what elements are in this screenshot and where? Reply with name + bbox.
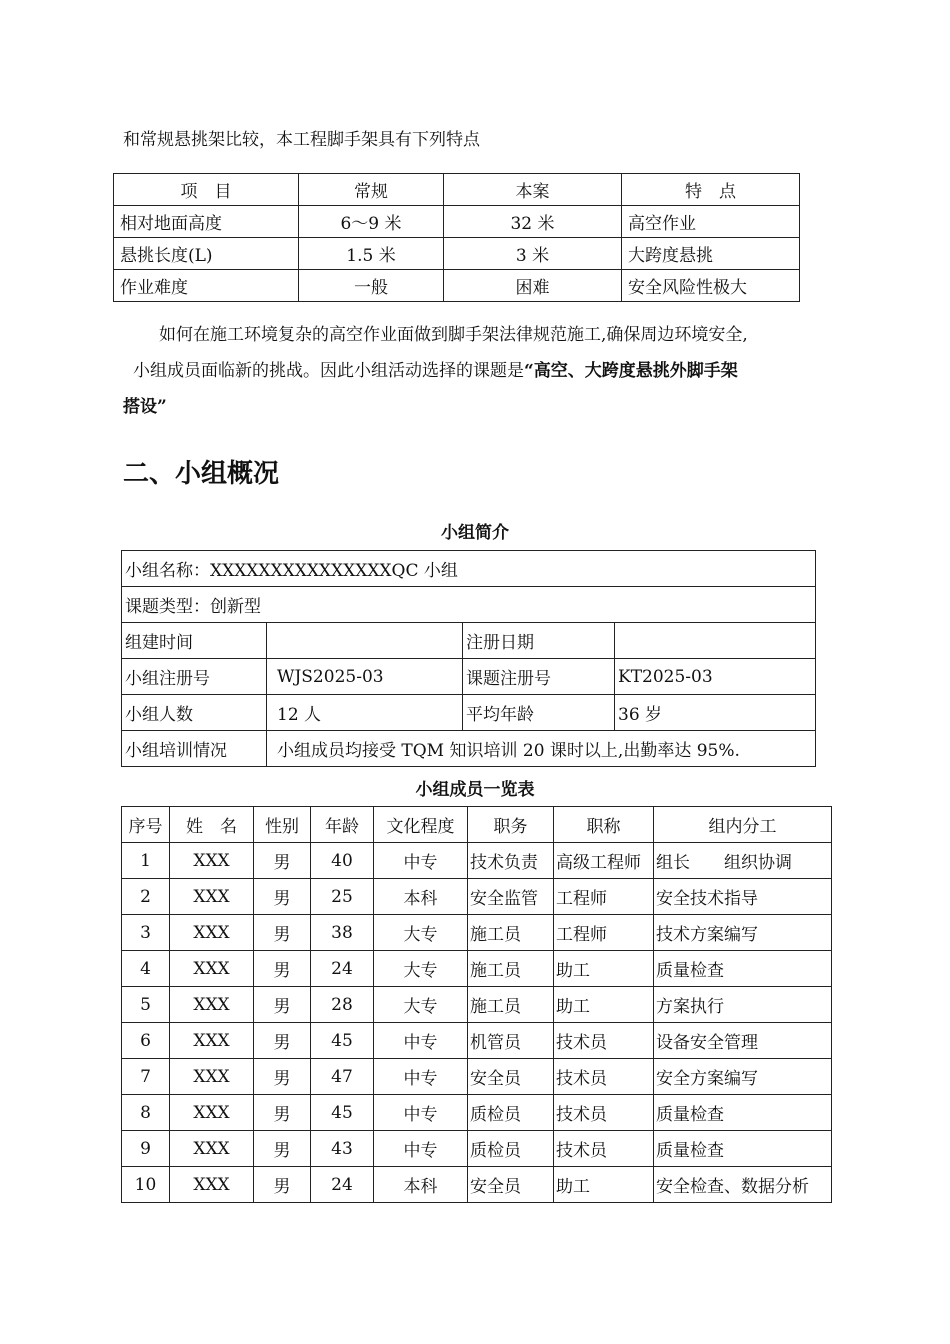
member-cell: 8 <box>122 1095 170 1131</box>
member-cell: 男 <box>254 1167 311 1203</box>
members-header: 姓 名 <box>170 807 254 843</box>
members-age-row <box>122 695 816 731</box>
topic-title-part-1: “高空、大跨度悬挑外脚手架 <box>524 361 738 381</box>
member-cell: 男 <box>254 879 311 915</box>
comparison-row <box>114 238 800 270</box>
member-cell: 本科 <box>374 1167 468 1203</box>
paragraph-line-1: 如何在施工环境复杂的高空作业面做到脚手架法律规范施工,确保周边环境安全, <box>159 325 748 345</box>
member-cell: 男 <box>254 1131 311 1167</box>
member-cell: 28 <box>311 987 374 1023</box>
member-cell: 中专 <box>374 1059 468 1095</box>
members-table-title: 小组成员一览表 <box>415 780 535 800</box>
members-value: 12 人 <box>267 695 463 731</box>
group-reg-label: 小组注册号 <box>122 659 267 695</box>
table-row <box>122 1023 832 1059</box>
group-name-row <box>122 551 816 587</box>
paragraph-line-2 <box>123 353 833 389</box>
member-cell: 中专 <box>374 1131 468 1167</box>
member-cell: 大专 <box>374 987 468 1023</box>
member-cell: XXX <box>170 1167 254 1203</box>
comparison-header: 常规 <box>299 174 444 206</box>
members-header: 职务 <box>468 807 554 843</box>
member-cell: 24 <box>311 1167 374 1203</box>
member-cell: 47 <box>311 1059 374 1095</box>
member-cell: 助工 <box>554 1167 654 1203</box>
comparison-table <box>113 173 800 302</box>
comparison-cell: 1.5 米 <box>299 238 444 270</box>
member-cell: 助工 <box>554 987 654 1023</box>
member-cell: XXX <box>170 843 254 879</box>
topic-reg-value: KT2025-03 <box>615 659 816 695</box>
member-cell: 安全技术指导 <box>654 879 832 915</box>
member-cell: 安全员 <box>468 1167 554 1203</box>
member-cell: 质量检查 <box>654 1131 832 1167</box>
member-cell: 6 <box>122 1023 170 1059</box>
member-cell: 质量检查 <box>654 951 832 987</box>
member-cell: 1 <box>122 843 170 879</box>
table-row <box>122 915 832 951</box>
members-label: 小组人数 <box>122 695 267 731</box>
members-table <box>121 806 832 1203</box>
member-cell: 中专 <box>374 1095 468 1131</box>
founded-label: 组建时间 <box>122 623 267 659</box>
members-header: 文化程度 <box>374 807 468 843</box>
avg-age-label: 平均年龄 <box>463 695 615 731</box>
member-cell: 助工 <box>554 951 654 987</box>
training-value: 小组成员均接受 TQM 知识培训 20 课时以上,出勤率达 95%. <box>267 731 816 767</box>
comparison-cell: 一般 <box>299 270 444 302</box>
comparison-cell: 悬挑长度(L) <box>114 238 299 270</box>
member-cell: 工程师 <box>554 879 654 915</box>
comparison-cell: 相对地面高度 <box>114 206 299 238</box>
members-header: 组内分工 <box>654 807 832 843</box>
member-cell: 施工员 <box>468 915 554 951</box>
table-row <box>122 1167 832 1203</box>
members-header: 职称 <box>554 807 654 843</box>
comparison-header: 本案 <box>444 174 622 206</box>
comparison-header-row <box>114 174 800 206</box>
member-cell: 工程师 <box>554 915 654 951</box>
section-heading: 二、小组概况 <box>123 459 280 489</box>
member-cell: 中专 <box>374 1023 468 1059</box>
intro-line: 和常规悬挑架比较，本工程脚手架具有下列特点 <box>123 130 480 150</box>
founded-value <box>267 623 463 659</box>
member-cell: 38 <box>311 915 374 951</box>
member-cell: 2 <box>122 879 170 915</box>
member-cell: 机管员 <box>468 1023 554 1059</box>
training-row <box>122 731 816 767</box>
member-cell: 高级工程师 <box>554 843 654 879</box>
member-cell: 技术员 <box>554 1023 654 1059</box>
comparison-row <box>114 270 800 302</box>
table-row <box>122 987 832 1023</box>
member-cell: XXX <box>170 879 254 915</box>
member-cell: 本科 <box>374 879 468 915</box>
table-row <box>122 1131 832 1167</box>
member-cell: 男 <box>254 1023 311 1059</box>
member-cell: 男 <box>254 915 311 951</box>
member-cell: XXX <box>170 1023 254 1059</box>
member-cell: 5 <box>122 987 170 1023</box>
reg-date-value <box>615 623 816 659</box>
topic-reg-label: 课题注册号 <box>463 659 615 695</box>
member-cell: 10 <box>122 1167 170 1203</box>
members-header-row <box>122 807 832 843</box>
comparison-header: 项 目 <box>114 174 299 206</box>
table-row <box>122 843 832 879</box>
topic-type-row <box>122 587 816 623</box>
member-cell: 技术负责 <box>468 843 554 879</box>
members-header: 年龄 <box>311 807 374 843</box>
member-cell: 质量检查 <box>654 1095 832 1131</box>
member-cell: 安全员 <box>468 1059 554 1095</box>
members-table-body <box>122 807 832 1203</box>
member-cell: 技术员 <box>554 1059 654 1095</box>
member-cell: 男 <box>254 1059 311 1095</box>
group-reg-value: WJS2025-03 <box>267 659 463 695</box>
member-cell: 大专 <box>374 915 468 951</box>
member-cell: 技术员 <box>554 1131 654 1167</box>
founded-row <box>122 623 816 659</box>
member-cell: XXX <box>170 1059 254 1095</box>
members-header: 序号 <box>122 807 170 843</box>
member-cell: 安全监管 <box>468 879 554 915</box>
member-cell: 3 <box>122 915 170 951</box>
comparison-header: 特 点 <box>622 174 800 206</box>
paragraph-line-2-prefix: 小组成员面临新的挑战。因此小组活动选择的课题是 <box>133 361 524 381</box>
member-cell: 男 <box>254 843 311 879</box>
member-cell: 技术方案编写 <box>654 915 832 951</box>
registration-row <box>122 659 816 695</box>
member-cell: 施工员 <box>468 987 554 1023</box>
member-cell: 男 <box>254 987 311 1023</box>
member-cell: XXX <box>170 1131 254 1167</box>
training-label: 小组培训情况 <box>122 731 267 767</box>
topic-paragraph <box>123 317 833 425</box>
member-cell: 设备安全管理 <box>654 1023 832 1059</box>
member-cell: 男 <box>254 951 311 987</box>
member-cell: 组长 组织协调 <box>654 843 832 879</box>
topic-type: 课题类型：创新型 <box>122 587 816 623</box>
table-row <box>122 1059 832 1095</box>
member-cell: 24 <box>311 951 374 987</box>
group-intro-table <box>121 550 816 767</box>
topic-title-part-2: 搭设” <box>123 397 167 417</box>
member-cell: 方案执行 <box>654 987 832 1023</box>
member-cell: 40 <box>311 843 374 879</box>
member-cell: 4 <box>122 951 170 987</box>
member-cell: 质检员 <box>468 1095 554 1131</box>
member-cell: 7 <box>122 1059 170 1095</box>
member-cell: 中专 <box>374 843 468 879</box>
avg-age-value: 36 岁 <box>615 695 816 731</box>
member-cell: XXX <box>170 987 254 1023</box>
member-cell: 施工员 <box>468 951 554 987</box>
table-row <box>122 1095 832 1131</box>
comparison-cell: 3 米 <box>444 238 622 270</box>
member-cell: XXX <box>170 951 254 987</box>
member-cell: 43 <box>311 1131 374 1167</box>
member-cell: 45 <box>311 1095 374 1131</box>
member-cell: 25 <box>311 879 374 915</box>
comparison-cell: 6～9 米 <box>299 206 444 238</box>
comparison-cell: 大跨度悬挑 <box>622 238 800 270</box>
table-row <box>122 879 832 915</box>
member-cell: XXX <box>170 915 254 951</box>
table-row <box>122 951 832 987</box>
member-cell: 质检员 <box>468 1131 554 1167</box>
comparison-cell: 安全风险性极大 <box>622 270 800 302</box>
member-cell: 45 <box>311 1023 374 1059</box>
comparison-cell: 作业难度 <box>114 270 299 302</box>
member-cell: 男 <box>254 1095 311 1131</box>
member-cell: 9 <box>122 1131 170 1167</box>
reg-date-label: 注册日期 <box>463 623 615 659</box>
group-name: 小组名称：XXXXXXXXXXXXXXXQC 小组 <box>122 551 816 587</box>
member-cell: 安全方案编写 <box>654 1059 832 1095</box>
member-cell: 大专 <box>374 951 468 987</box>
group-intro-title: 小组简介 <box>441 523 509 543</box>
comparison-cell: 32 米 <box>444 206 622 238</box>
comparison-row <box>114 206 800 238</box>
member-cell: 安全检查、数据分析 <box>654 1167 832 1203</box>
comparison-cell: 高空作业 <box>622 206 800 238</box>
members-header: 性别 <box>254 807 311 843</box>
comparison-cell: 困难 <box>444 270 622 302</box>
member-cell: 技术员 <box>554 1095 654 1131</box>
member-cell: XXX <box>170 1095 254 1131</box>
